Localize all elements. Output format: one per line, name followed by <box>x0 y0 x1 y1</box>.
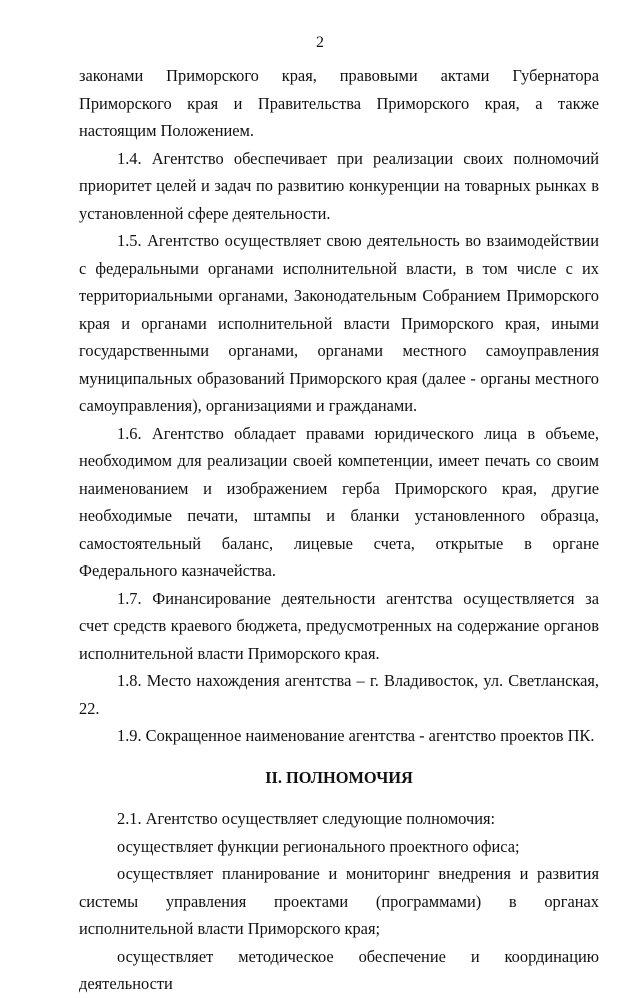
paragraph-1-7: 1.7. Финансирование деятельности агентства осуществляется за счет средств краевого бюджета, предусмотренных на содержание органов исполнительной власти Приморского края. <box>79 588 599 663</box>
document-body <box>79 62 599 998</box>
paragraph-2-1: 2.1. Агентство осуществляет следующие полномочия: <box>117 809 496 828</box>
paragraph-1-9: 1.9. Сокращенное наименование агентства - агентство проектов ПК. <box>117 726 595 745</box>
paragraph-1-5: 1.5. Агентство осуществляет свою деятельность во взаимодействии с федеральными органами исполнительной власти, в том числе с их территориальными органами, Законодательным Собранием Приморского края и органами исполнительной власти Приморского края, иными государственными органами, органами местного самоуправления муниципальных образований Приморского края (далее - органы местного самоуправления), организациями и гражданами. <box>79 231 599 415</box>
paragraph-1-4: 1.4. Агентство обеспечивает при реализации своих полномочий приоритет целей и задач по развитию конкуренции на товарных рынках в установленной сфере деятельности. <box>79 148 599 223</box>
paragraph-1-6: 1.6. Агентство обладает правами юридического лица в объеме, необходимом для реализации своей компетенции, имеет печать со своим наименованием и изображением герба Приморского края, другие необходимые печати, штампы и бланки установленного образца, самостоятельный баланс, лицевые счета, открытые в органе Федерального казначейства. <box>79 423 599 580</box>
paragraph-powers-item: осуществляет планирование и мониторинг внедрения и развития системы управления проектами (программами) в органах исполнительной власти Приморского края; <box>79 864 599 938</box>
paragraph-1-8: 1.8. Место нахождения агентства – г. Владивосток, ул. Светланская, 22. <box>79 671 599 718</box>
page-number: 2 <box>316 34 324 51</box>
paragraph-powers-item: осуществляет методическое обеспечение и координацию деятельности <box>79 946 599 993</box>
paragraph-continuation: законами Приморского края, правовыми актами Губернатора Приморского края и Правительства Приморского края, а также настоящим Положением. <box>79 66 599 140</box>
paragraph-powers-item: осуществляет функции регионального проектного офиса; <box>117 836 520 856</box>
section-heading: II. ПОЛНОМОЧИЯ <box>265 767 413 787</box>
